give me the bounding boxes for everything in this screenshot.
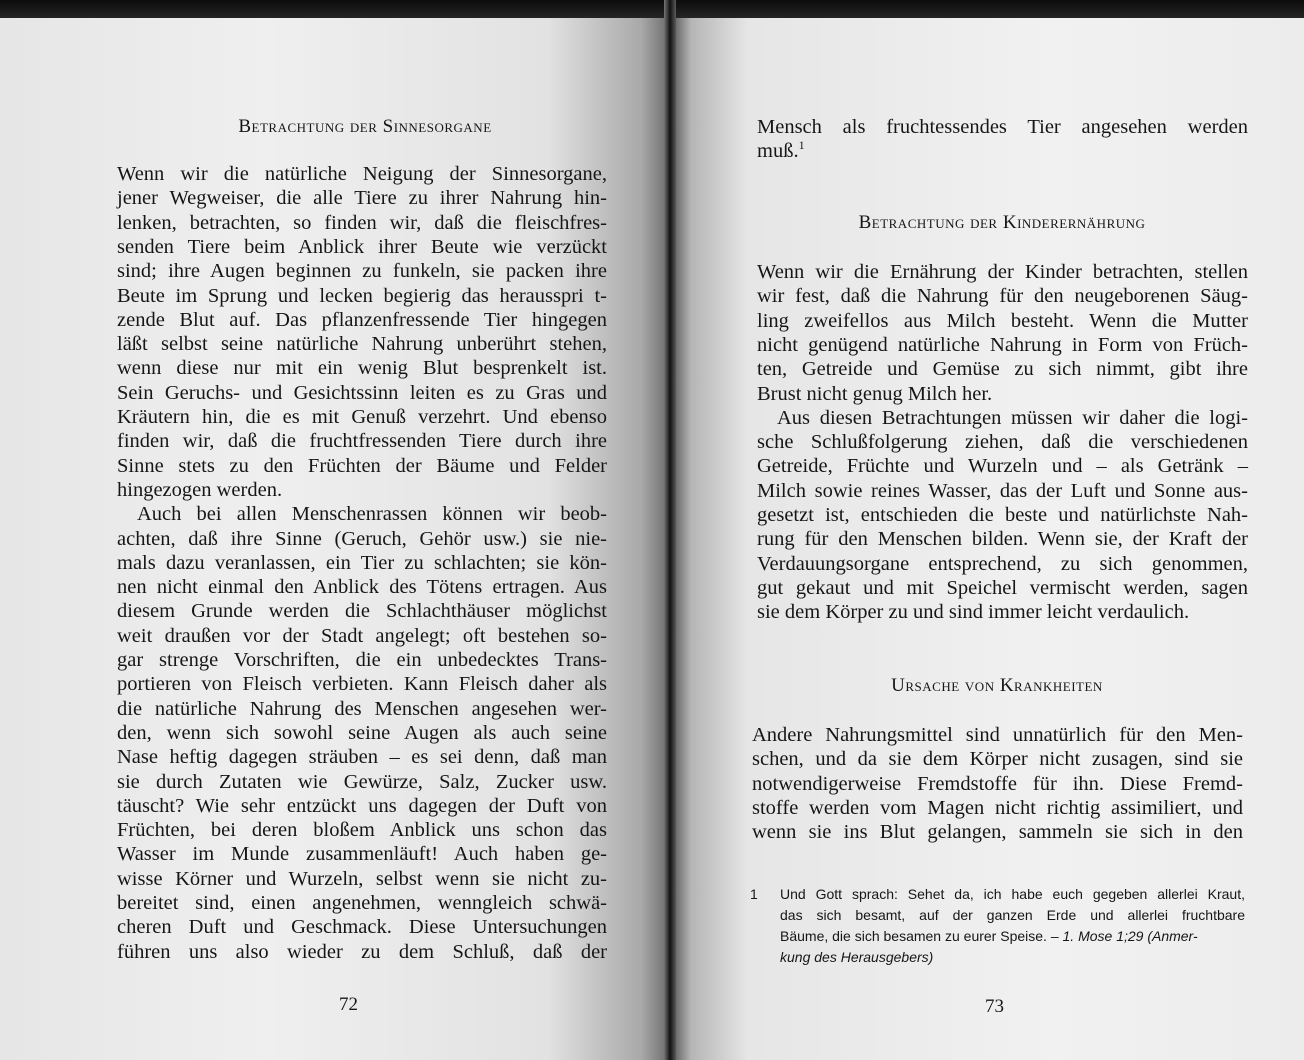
text-line: läßt selbst seine natürliche Nahrung unberührt stehen, — [117, 333, 607, 356]
text-line: nicht genügend natürliche Nahrung in Form von Früch- — [757, 333, 1248, 356]
text-line: jener Wegweiser, die alle Tiere zu ihrer Nahrung hin- — [117, 187, 607, 210]
footnote-line: Und Gott sprach: Sehet da, ich habe euch gegeben allerlei Kraut, — [780, 886, 1245, 902]
text-line: notwendigerweise Fremdstoffe für ihn. Diese Fremd- — [752, 772, 1243, 795]
footnote-number: 1 — [750, 886, 758, 902]
text-line: Beute im Sprung und lecken begierig das herausspri t- — [117, 284, 607, 307]
text-line — [117, 502, 607, 526]
text-line: finden wir, daß die fruchtfressenden Tiere durch ihre — [117, 430, 607, 453]
footnote-text: Bäume, die sich besamen zu eurer Speise. – — [780, 928, 1059, 944]
right-page-number: 73 — [985, 996, 1004, 1017]
text-line-content: Aus diesen Betrachtungen müssen wir daher die logi- — [777, 406, 1248, 429]
footnote-ref: 1 — [798, 138, 805, 153]
text-line: Wenn wir die natürliche Neigung der Sinnesorgane, — [117, 163, 607, 185]
text-line: hingezogen werden. — [117, 478, 283, 501]
left-page-heading: Betrachtung der Sinnesorgane — [238, 116, 492, 137]
text-line — [757, 139, 1248, 163]
text-line: Früchten, bei deren bloßem Anblick uns schon das — [117, 819, 607, 842]
text-line: Wenn wir die Ernährung der Kinder betrachten, stellen — [757, 261, 1248, 283]
left-page-number: 72 — [339, 994, 358, 1015]
text-line — [757, 406, 1248, 430]
text-line: Getreide, Früchte und Wurzeln und – als Getränk – — [757, 455, 1248, 478]
footnote-line: kung des Herausgebers) — [780, 949, 934, 965]
text-line: Andere Nahrungsmittel sind unnatürlich für den Men- — [752, 724, 1243, 746]
right-page — [672, 18, 1304, 1060]
footnote-citation: 1. Mose 1;29 (Anmer- — [1062, 928, 1198, 944]
text-line: wir fest, daß die Nahrung für den neugeborenen Säug- — [757, 285, 1248, 308]
text-line: senden Tiere beim Anblick ihrer Beute wie verzückt — [117, 235, 607, 258]
text-line: sie durch Zutaten wie Gewürze, Salz, Zucker usw. — [117, 770, 607, 793]
text-line: bereitet sind, einen angenehmen, wenngleich schwä- — [117, 892, 607, 914]
text-line: ten, Getreide und Gemüse zu sich nimmt, gibt ihre — [757, 358, 1248, 381]
text-line: Kräutern hin, die es mit Genuß verzehrt. Und ebenso — [117, 406, 607, 428]
text-line-content: Auch bei allen Menschenrassen können wir beob- — [137, 503, 607, 526]
text-line: Sinne stets zu den Früchten der Bäume und Felder — [117, 454, 607, 477]
text-line: Sein Geruchs- und Gesichtssinn leiten es zu Gras und — [117, 381, 607, 404]
text-line: nen nicht einmal den Anblick des Tötens ertragen. Aus — [117, 576, 607, 599]
footnote-line — [780, 926, 1245, 947]
text-line: Milch sowie reines Wasser, das der Luft und Sonne aus- — [757, 479, 1248, 502]
text-line: cheren Duft und Geschmack. Diese Untersuchungen — [117, 916, 607, 939]
text-line: Verdauungsorgane entsprechend, zu sich genommen, — [757, 552, 1248, 575]
text-line: gesetzt ist, entschieden die beste und natürlichste Nah- — [757, 504, 1248, 526]
heading-kinderernaehrung: Betrachtung der Kinderernährung — [858, 212, 1146, 233]
text-line-content: muß. — [757, 140, 799, 162]
text-line: Nase heftig dagegen sträuben – es sei denn, daß man — [117, 746, 607, 769]
footnote-line: das sich besamt, auf der ganzen Erde und allerlei fruchtbare — [780, 907, 1245, 923]
text-line: gut gekaut und mit Speichel vermischt werden, sagen — [757, 576, 1248, 599]
text-line: achten, daß ihre Sinne (Geruch, Gehör usw.) sie nie- — [117, 527, 607, 550]
text-line: mals dazu veranlassen, ein Tier zu schlachten; sie kön- — [117, 551, 607, 574]
text-line: den, wenn sich sowohl seine Augen als auch seine — [117, 721, 607, 744]
text-line: wenn sie ins Blut gelangen, sammeln sie sich in den — [752, 821, 1243, 844]
text-line: führen uns also wieder zu dem Schluß, daß der — [117, 940, 607, 963]
text-line: gar strenge Vorschriften, die ein unbedecktes Trans- — [117, 649, 607, 671]
text-line: täuscht? Wie sehr entzückt uns dagegen der Duft von — [117, 794, 607, 817]
text-line: lenken, betrachten, so finden wir, daß die fleischfres- — [117, 211, 607, 234]
heading-krankheiten: Ursache von Krankheiten — [891, 675, 1103, 696]
text-line: wisse Körner und Wurzeln, selbst wenn sie nicht zu- — [117, 867, 607, 890]
text-line: portieren von Fleisch verbieten. Kann Fleisch daher als — [117, 673, 607, 696]
text-line: zende Blut auf. Das pflanzenfressende Tier hingegen — [117, 308, 607, 331]
text-line: weit draußen vor der Stadt angelegt; oft bestehen so- — [117, 624, 607, 647]
text-line: Wasser im Munde zusammenläuft! Auch haben ge- — [117, 843, 607, 866]
text-line: sind; ihre Augen beginnen zu funkeln, sie packen ihre — [117, 260, 607, 283]
left-page — [0, 18, 668, 1060]
text-line: sie dem Körper zu und sind immer leicht verdaulich. — [757, 601, 1190, 624]
text-line: rung für den Menschen bilden. Wenn sie, der Kraft der — [757, 528, 1248, 551]
text-line: wenn diese nur mit ein wenig Blut besprenkelt ist. — [117, 357, 607, 380]
text-line: Brust nicht genug Milch her. — [757, 382, 993, 405]
text-line: die natürliche Nahrung des Menschen angesehen wer- — [117, 697, 607, 720]
text-line: sche Schlußfolgerung ziehen, daß die verschiedenen — [757, 431, 1248, 454]
text-line: Mensch als fruchtessendes Tier angesehen werden — [757, 116, 1248, 138]
text-line: schen, und da sie dem Körper nicht zusagen, sind sie — [752, 748, 1243, 771]
text-line: stoffe werden vom Magen nicht richtig assimiliert, und — [752, 796, 1243, 819]
text-line: ling zweifellos aus Milch besteht. Wenn die Mutter — [757, 309, 1248, 332]
text-line: diesem Grunde werden die Schlachthäuser möglichst — [117, 600, 607, 623]
book-gutter — [664, 0, 676, 1060]
